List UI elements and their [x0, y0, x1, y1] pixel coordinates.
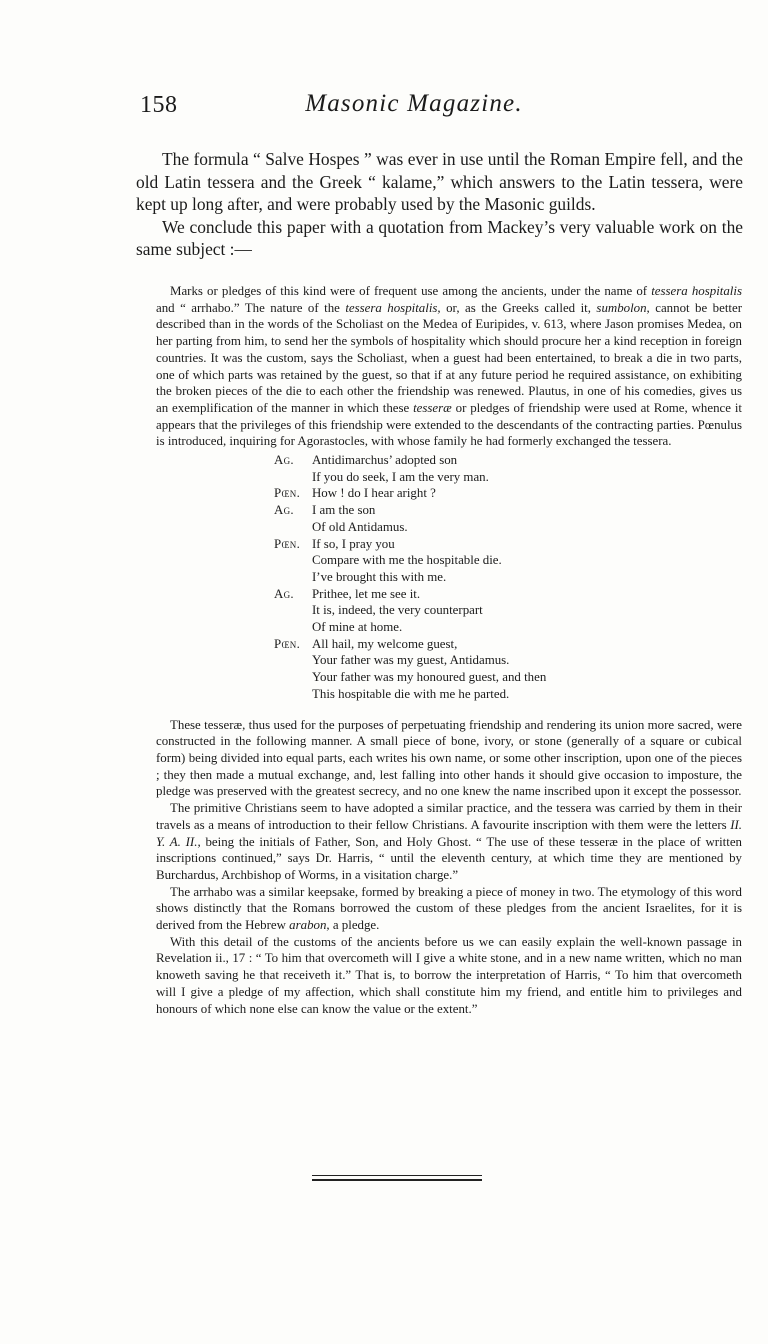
plautus-dialogue: [156, 452, 742, 703]
quote-paragraph-4: [156, 884, 742, 934]
italic-term: II. Y. A. II.,: [156, 817, 742, 849]
verse: If you do seek, I am the very man.: [312, 469, 489, 484]
verse: It is, indeed, the very counterpart: [312, 603, 483, 618]
quote-paragraph-2: These tesseræ, thus used for the purposes of perpetuating friendship and rendering its union more sacred, were constructed in the following manner. A small piece of bone, ivory, or stone (generally of a square or cubical form) being divided into equal parts, each writes his own name, or some other inscription, upon one of the pieces ; they then made a mutual exchange, and, lest falling into other hands it should give occasion to imposture, the pledge was preserved with the greatest secrecy, and no one knew the name inscribed upon it except the possessor.: [156, 717, 742, 799]
text-run: cannot be better described than in the words of the Scholiast on the Medea of Euripides, v. 613, where Jason promises Medea, on her parting from him, to send her the symbols of hospitality which should procure her a kind reception in foreign countries. It was the custom, says the Scholiast, when a guest had been entertained, to break a die in two parts, one of which parts was retained by the guest, so that if at any future period he required assistance, on exhibiting the broken pieces of the die to each other the friendship was renewed. Plautus, in one of his comedies, gives us an exemplification of the manner in which these: [156, 300, 743, 415]
verse: Your father was my guest, Antidamus.: [312, 653, 510, 668]
dialogue-line: [156, 519, 742, 536]
speaker: [274, 652, 312, 669]
dialogue-line: [156, 485, 742, 502]
speaker: [274, 469, 312, 486]
verse: All hail, my welcome guest,: [312, 636, 458, 651]
speaker: Ag.: [274, 453, 294, 468]
rule-line: [312, 1175, 482, 1176]
italic-term: arabon,: [289, 918, 330, 933]
intro-paragraph-1: The formula “ Salve Hospes ” was ever in use until the Roman Empire fell, and the old Latin tessera and the Greek “ kalame,” which answers to the Latin tessera, were kept up long after, and were probably used by the Masonic guilds.: [136, 149, 743, 215]
speaker: Ag.: [274, 503, 294, 518]
verse: I am the son: [312, 503, 376, 518]
quote-paragraph-1: [156, 283, 742, 450]
speaker: [274, 519, 312, 536]
speaker: Pœn.: [274, 536, 301, 551]
quote-paragraph-5: With this detail of the customs of the ancients before us we can easily explain the well-known passage in Revelation ii., 17 : “ To him that overcometh will I give a white stone, and in a new name written, which no man knoweth saving he that receiveth it.” That is, to borrow the interpretation of Harris, “ To him that overcometh will I give a pledge of my affection, which shall constitute him my friend, and entitle him to privileges and honours of which none else can know the value or the extent.”: [156, 934, 742, 1016]
speaker: [274, 602, 312, 619]
speaker: [274, 569, 312, 586]
intro-paragraph-2: We conclude this paper with a quotation from Mackey’s very valuable work on the same subject :—: [136, 216, 743, 260]
dialogue-line: [156, 602, 742, 619]
speaker: [274, 552, 312, 569]
verse: Prithee, let me see it.: [312, 586, 421, 601]
intro-text: [136, 148, 743, 261]
verse: If so, I pray you: [312, 536, 395, 551]
speaker: Pœn.: [274, 636, 301, 651]
rule-line: [312, 1179, 482, 1181]
running-head-title: Masonic Magazine.: [305, 90, 523, 117]
italic-term: tesseræ: [413, 400, 452, 415]
text-run: or pledges of friendship were used at Rome, whence it appears that the privileges of this friendship were extended to the descendants of the contracting parties. Pœnulus is introduced, inquiring for Agorastocles, with whose family he had formerly exchanged the tessera.: [156, 400, 743, 449]
verse: Compare with me the hospitable die.: [312, 553, 502, 568]
dialogue-line: [156, 669, 742, 686]
mackey-quotation: [156, 283, 742, 1017]
closing-double-rule: [312, 1175, 482, 1181]
speaker: [274, 686, 312, 703]
verse: Of old Antidamus.: [312, 519, 408, 534]
italic-term: sumbolon,: [596, 300, 650, 315]
verse: I’ve brought this with me.: [312, 569, 447, 584]
text-run: and “ arrhabo.” The nature of the: [156, 300, 346, 315]
dialogue-line: [156, 652, 742, 669]
verse: This hospitable die with me he parted.: [312, 686, 510, 701]
dialogue-line: [156, 569, 742, 586]
italic-term: tessera hospitalis,: [345, 300, 441, 315]
text-run: The arrhabo was a similar keepsake, formed by breaking a piece of money in two. The etymology of this word shows distinctly that the Romans borrowed the custom of these pledges from the ancient Israelites, for it is derived from the Hebrew: [156, 884, 742, 933]
quote-paragraph-3: [156, 800, 742, 884]
dialogue-line: [156, 469, 742, 486]
text-run: Marks or pledges of this kind were of frequent use among the ancients, under the name of: [170, 284, 652, 298]
text-run: The primitive Christians seem to have adopted a similar practice, and the tessera was carried by them in their travels as a means of introduction to their fellow Christians. A favourite inscription with them were the letters: [156, 801, 742, 832]
speaker: [274, 619, 312, 636]
dialogue-line: [156, 536, 742, 553]
dialogue-line: [156, 452, 742, 469]
italic-term: tessera hospitalis: [651, 284, 742, 298]
text-run: being the initials of Father, Son, and Holy Ghost. “ The use of these tesseræ in the place of written inscriptions continued,” says Dr. Harris, “ until the eleventh century, at which time they are mentioned by Burchardus, Archbishop of Worms, in a visitation charge.”: [156, 834, 742, 882]
speaker: [274, 669, 312, 686]
speaker: Ag.: [274, 586, 294, 601]
page-number: 158: [140, 92, 178, 118]
verse: Your father was my honoured guest, and then: [312, 670, 547, 685]
dialogue-line: [156, 619, 742, 636]
verse: Of mine at home.: [312, 620, 403, 635]
dialogue-line: [156, 502, 742, 519]
dialogue-line: [156, 636, 742, 653]
text-run: or, as the Greeks called it,: [440, 300, 597, 315]
verse: Antidimarchus’ adopted son: [312, 453, 458, 468]
verse: How ! do I hear aright ?: [312, 486, 436, 501]
text-run: a pledge.: [329, 918, 380, 933]
dialogue-line: [156, 686, 742, 703]
speaker: Pœn.: [274, 486, 301, 501]
dialogue-line: [156, 586, 742, 603]
dialogue-line: [156, 552, 742, 569]
